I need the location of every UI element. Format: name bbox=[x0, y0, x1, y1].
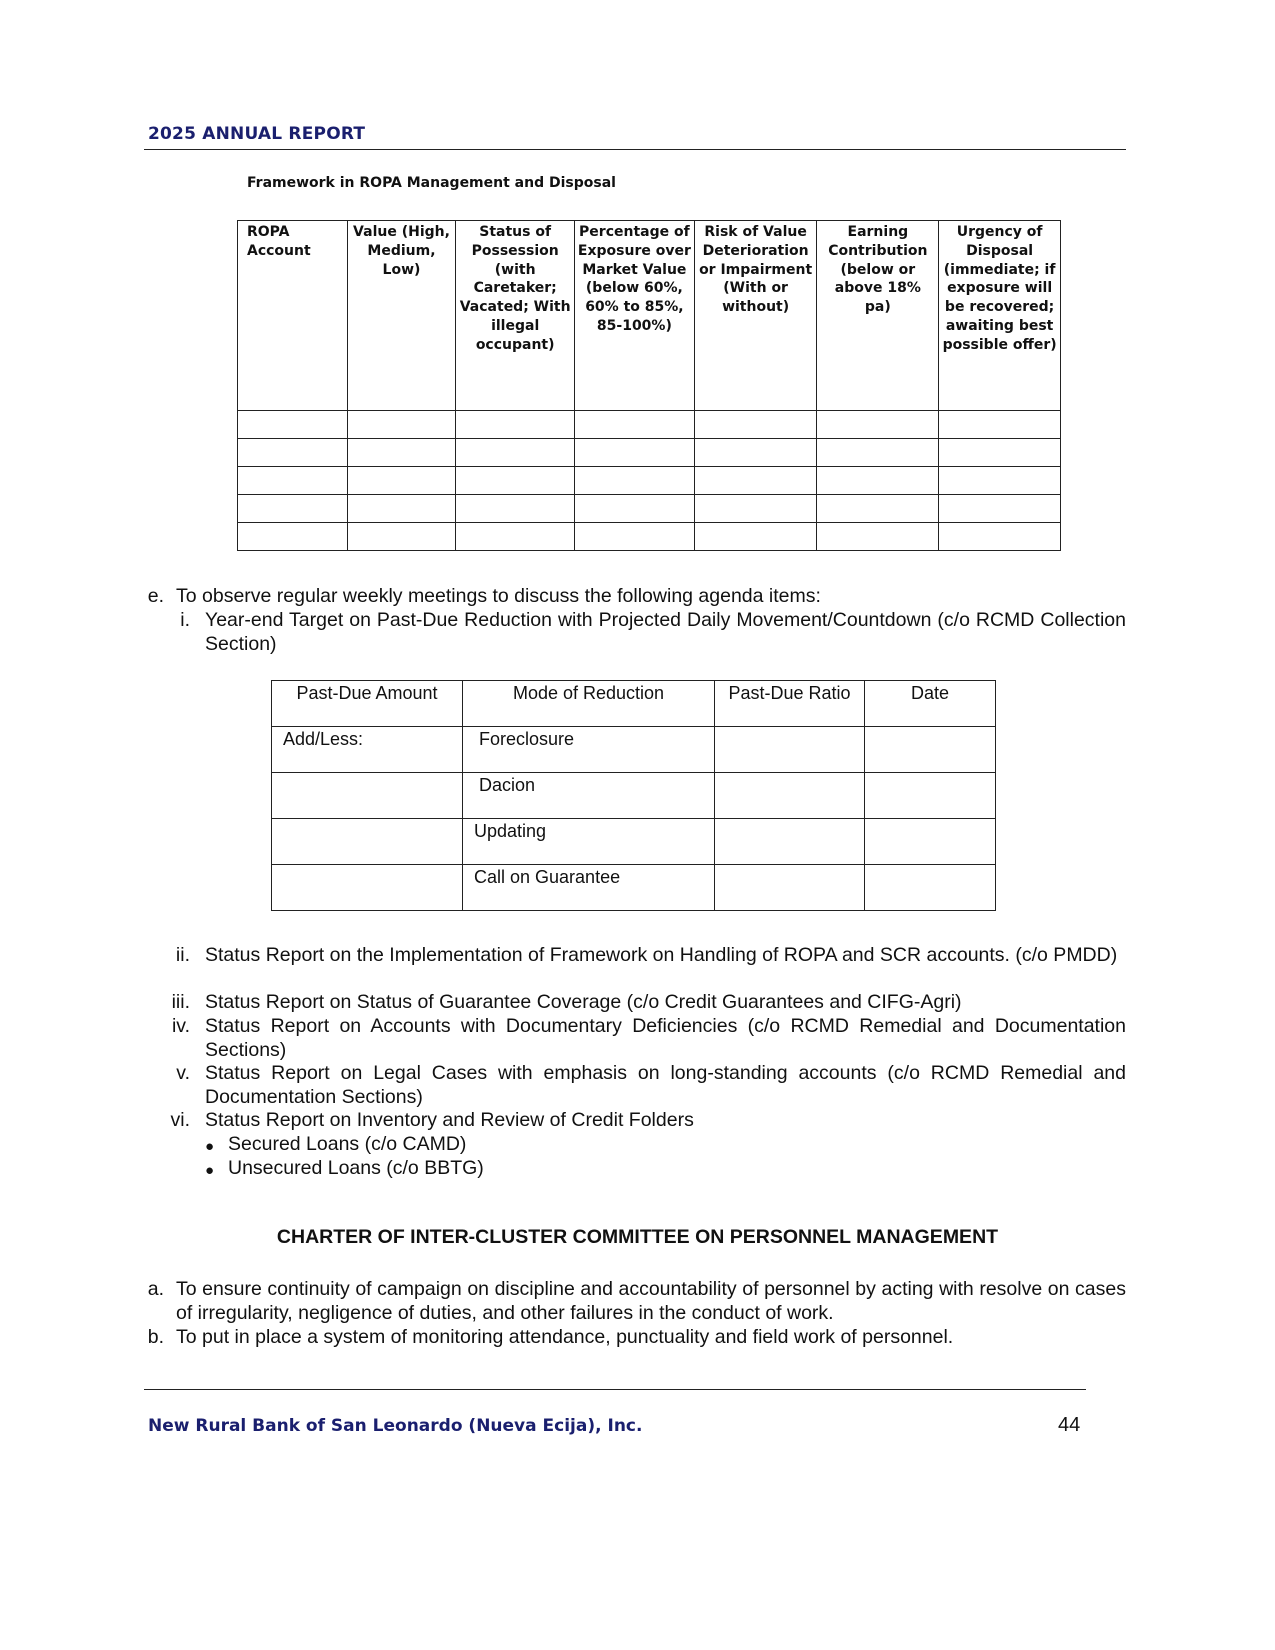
table-row bbox=[238, 523, 1061, 551]
table-cell bbox=[715, 773, 865, 819]
table-header-row bbox=[272, 681, 996, 727]
header-divider bbox=[144, 149, 1126, 150]
list-marker: a. bbox=[147, 1278, 164, 1300]
ropa-framework-table bbox=[237, 220, 1061, 551]
column-header: Percentage of Exposure over Market Value (below 60%, 60% to 85%, 85-100%) bbox=[575, 221, 695, 411]
table-cell bbox=[347, 495, 456, 523]
table-cell bbox=[347, 411, 456, 439]
framework-caption: Framework in ROPA Management and Disposal bbox=[247, 175, 616, 191]
list-marker: iii. bbox=[171, 991, 190, 1013]
past-due-table bbox=[271, 680, 996, 911]
table-cell bbox=[575, 411, 695, 439]
table-cell bbox=[238, 495, 348, 523]
table-cell bbox=[456, 411, 575, 439]
bullet-icon: ● bbox=[205, 1162, 215, 1179]
table-cell bbox=[865, 773, 996, 819]
table-cell bbox=[939, 523, 1061, 551]
table-cell bbox=[347, 439, 456, 467]
bullet-item: Secured Loans (c/o CAMD) bbox=[228, 1133, 467, 1155]
table-cell bbox=[575, 439, 695, 467]
list-marker: b. bbox=[147, 1326, 164, 1348]
table-cell bbox=[817, 523, 939, 551]
list-marker: ii. bbox=[175, 944, 190, 966]
column-header: Urgency of Disposal (immediate; if exposure will be recovered; awaiting best possible offer) bbox=[939, 221, 1061, 411]
table-row bbox=[272, 727, 996, 773]
table-cell bbox=[817, 439, 939, 467]
table-cell bbox=[939, 411, 1061, 439]
charter-item-a: To ensure continuity of campaign on discipline and accountability of personnel by acting with resolve on cases of irregularity, negligence of duties, and other failures in the conduct of work. bbox=[176, 1278, 1126, 1324]
report-header-title: 2025 ANNUAL REPORT bbox=[148, 124, 366, 144]
column-header: Past-Due Amount bbox=[272, 681, 463, 727]
list-marker: e. bbox=[147, 585, 164, 607]
agenda-item-i: Year-end Target on Past-Due Reduction with Projected Daily Movement/Countdown (c/o RCMD Collection Section) bbox=[205, 609, 1126, 655]
table-cell bbox=[865, 865, 996, 911]
table-row bbox=[238, 411, 1061, 439]
table-row bbox=[238, 495, 1061, 523]
table-cell bbox=[272, 865, 463, 911]
table-cell: Foreclosure bbox=[463, 727, 715, 773]
table-row bbox=[238, 467, 1061, 495]
table-cell bbox=[456, 495, 575, 523]
list-marker: v. bbox=[176, 1062, 190, 1084]
table-cell: Call on Guarantee bbox=[463, 865, 715, 911]
agenda-item-iii: Status Report on Status of Guarantee Coverage (c/o Credit Guarantees and CIFG-Agri) bbox=[205, 991, 962, 1013]
column-header: Earning Contribution (below or above 18% pa) bbox=[817, 221, 939, 411]
table-cell: Updating bbox=[463, 819, 715, 865]
table-cell bbox=[238, 411, 348, 439]
table-cell bbox=[272, 773, 463, 819]
table-cell bbox=[817, 495, 939, 523]
list-marker: iv. bbox=[171, 1015, 190, 1037]
list-marker: i. bbox=[180, 609, 190, 631]
table-cell bbox=[817, 467, 939, 495]
section-e-text: To observe regular weekly meetings to discuss the following agenda items: bbox=[176, 585, 821, 607]
bullet-icon: ● bbox=[205, 1138, 215, 1155]
footer-bank-name: New Rural Bank of San Leonardo (Nueva Ecija), Inc. bbox=[148, 1416, 643, 1436]
table-cell bbox=[865, 727, 996, 773]
table-cell bbox=[575, 523, 695, 551]
agenda-item-v: Status Report on Legal Cases with emphasis on long-standing accounts (c/o RCMD Remedial and Documentation Sections) bbox=[205, 1062, 1126, 1108]
footer-divider bbox=[144, 1389, 1086, 1390]
table-cell bbox=[456, 523, 575, 551]
column-header: Date bbox=[865, 681, 996, 727]
table-cell bbox=[694, 467, 817, 495]
table-cell bbox=[715, 865, 865, 911]
table-cell bbox=[347, 467, 456, 495]
table-cell bbox=[939, 439, 1061, 467]
table-cell bbox=[238, 523, 348, 551]
table-cell bbox=[456, 467, 575, 495]
column-header: Mode of Reduction bbox=[463, 681, 715, 727]
table-cell bbox=[456, 439, 575, 467]
table-row bbox=[272, 819, 996, 865]
table-row bbox=[272, 773, 996, 819]
agenda-item-ii: Status Report on the Implementation of Framework on Handling of ROPA and SCR accounts. (c/o PMDD) bbox=[205, 944, 1118, 966]
table-cell bbox=[939, 495, 1061, 523]
table-cell bbox=[715, 727, 865, 773]
bullet-item: Unsecured Loans (c/o BBTG) bbox=[228, 1157, 484, 1179]
agenda-item-iv: Status Report on Accounts with Documentary Deficiencies (c/o RCMD Remedial and Documentation Sections) bbox=[205, 1015, 1126, 1061]
table-cell bbox=[238, 467, 348, 495]
page-number: 44 bbox=[1058, 1414, 1081, 1436]
table-cell bbox=[272, 819, 463, 865]
column-header: Value (High, Medium, Low) bbox=[347, 221, 456, 411]
column-header: ROPA Account bbox=[238, 221, 348, 411]
table-row bbox=[272, 865, 996, 911]
table-cell bbox=[694, 411, 817, 439]
table-cell bbox=[575, 467, 695, 495]
column-header: Risk of Value Deterioration or Impairment (With or without) bbox=[694, 221, 817, 411]
table-cell: Dacion bbox=[463, 773, 715, 819]
table-cell bbox=[817, 411, 939, 439]
table-cell: Add/Less: bbox=[272, 727, 463, 773]
table-cell bbox=[575, 495, 695, 523]
charter-item-b: To put in place a system of monitoring attendance, punctuality and field work of personnel. bbox=[176, 1326, 954, 1348]
list-marker: vi. bbox=[170, 1109, 190, 1131]
table-cell bbox=[939, 467, 1061, 495]
charter-title: CHARTER OF INTER-CLUSTER COMMITTEE ON PERSONNEL MANAGEMENT bbox=[276, 1226, 999, 1248]
table-header-row bbox=[238, 221, 1061, 411]
table-cell bbox=[865, 819, 996, 865]
table-cell bbox=[715, 819, 865, 865]
column-header: Status of Possession (with Caretaker; Vacated; With illegal occupant) bbox=[456, 221, 575, 411]
table-cell bbox=[347, 523, 456, 551]
table-cell bbox=[694, 523, 817, 551]
agenda-item-vi: Status Report on Inventory and Review of Credit Folders bbox=[205, 1109, 694, 1131]
column-header: Past-Due Ratio bbox=[715, 681, 865, 727]
table-cell bbox=[694, 439, 817, 467]
table-cell bbox=[694, 495, 817, 523]
table-cell bbox=[238, 439, 348, 467]
table-row bbox=[238, 439, 1061, 467]
